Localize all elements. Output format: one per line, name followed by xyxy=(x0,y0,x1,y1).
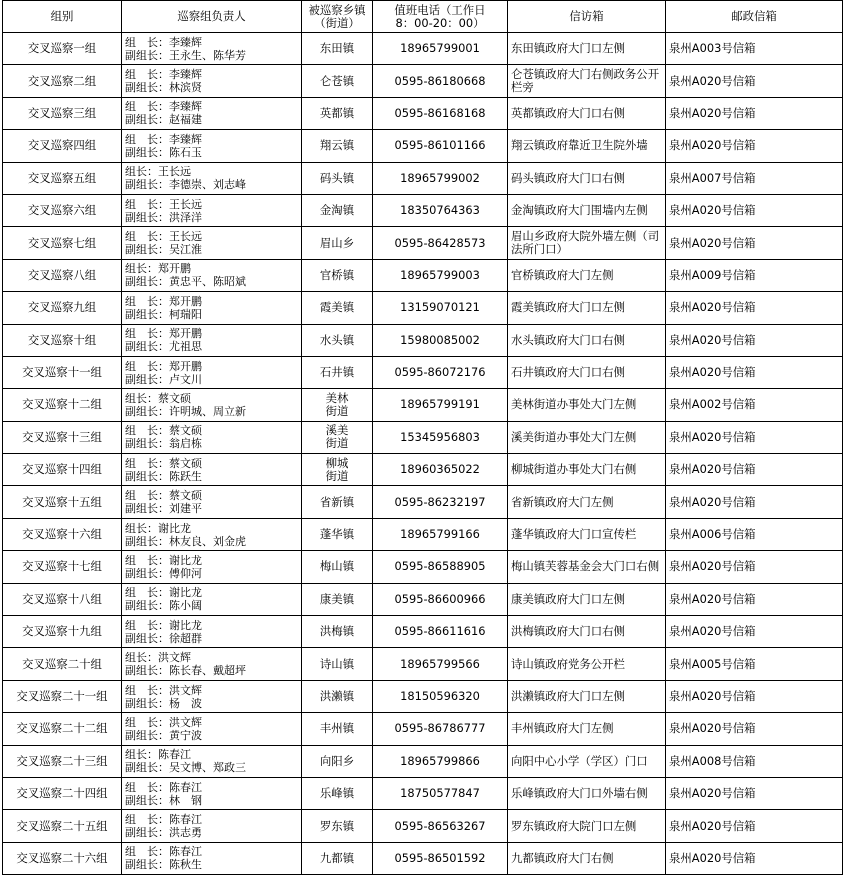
phone-cell: 18965799866 xyxy=(373,745,508,777)
group-cell: 交叉巡察八组 xyxy=(3,259,122,291)
mailbox-cell: 泉州A020号信箱 xyxy=(666,810,843,842)
phone-cell: 18750577847 xyxy=(373,777,508,809)
mailbox-cell: 泉州A020号信箱 xyxy=(666,130,843,162)
town-line: 英都镇 xyxy=(319,105,355,120)
leader-cell xyxy=(122,421,302,453)
group-cell: 交叉巡察二组 xyxy=(3,65,122,97)
town-line: 水头镇 xyxy=(319,332,355,347)
leader-line: 副组长：翁启栋 xyxy=(125,437,202,451)
leader-line: 组 长：蔡文硕 xyxy=(125,489,202,503)
leader-line: 副组长：洪泽洋 xyxy=(125,210,202,224)
office-cell: 柳城街道办事处大门右侧 xyxy=(508,454,666,486)
town-cell xyxy=(302,518,373,550)
leader-line: 组长：陈春江 xyxy=(125,748,191,762)
leader-cell xyxy=(122,130,302,162)
leader-cell xyxy=(122,616,302,648)
leader-line: 副组长：陈长春、戴超坪 xyxy=(125,664,246,678)
leader-cell xyxy=(122,842,302,874)
leader-line: 组 长：蔡文硕 xyxy=(125,456,202,470)
leader-cell xyxy=(122,389,302,421)
group-cell: 交叉巡察十六组 xyxy=(3,518,122,550)
group-cell: 交叉巡察十七组 xyxy=(3,551,122,583)
mailbox-cell: 泉州A020号信箱 xyxy=(666,356,843,388)
town-cell xyxy=(302,486,373,518)
town-line: 洪濑镇 xyxy=(319,689,355,703)
town-cell xyxy=(302,389,373,421)
office-cell: 东田镇政府大门口左侧 xyxy=(508,33,666,65)
leader-line: 副组长：杨 波 xyxy=(125,696,202,710)
town-cell xyxy=(302,648,373,680)
leader-cell xyxy=(122,65,302,97)
office-cell: 梅山镇芙蓉基金会大门口右侧 xyxy=(508,551,666,583)
group-cell: 交叉巡察十组 xyxy=(3,324,122,356)
town-line: 官桥镇 xyxy=(319,267,355,282)
town-line: 金淘镇 xyxy=(319,203,355,218)
table-row xyxy=(3,259,843,291)
table-row xyxy=(3,810,843,842)
office-cell: 丰州镇政府大门左侧 xyxy=(508,713,666,745)
leader-line: 副组长：陈小阔 xyxy=(125,599,202,613)
leader-cell xyxy=(122,583,302,615)
town-line: 九都镇 xyxy=(319,850,355,865)
mailbox-cell: 泉州A009号信箱 xyxy=(666,259,843,291)
phone-cell: 13159070121 xyxy=(373,292,508,324)
leader-line: 副组长：尤祖思 xyxy=(125,340,202,354)
town-cell xyxy=(302,777,373,809)
town-cell xyxy=(302,421,373,453)
header-mailbox: 邮政信箱 xyxy=(666,1,843,33)
mailbox-cell: 泉州A020号信箱 xyxy=(666,292,843,324)
leader-line: 副组长：陈跃生 xyxy=(125,469,202,483)
table-row xyxy=(3,421,843,453)
town-cell xyxy=(302,97,373,129)
office-cell: 省新镇政府大门左侧 xyxy=(508,486,666,518)
group-cell: 交叉巡察十五组 xyxy=(3,486,122,518)
leader-line: 副组长：林友良、刘金虎 xyxy=(125,534,246,548)
mailbox-cell: 泉州A020号信箱 xyxy=(666,583,843,615)
group-cell: 交叉巡察二十一组 xyxy=(3,680,122,712)
table-row xyxy=(3,454,843,486)
leader-line: 副组长：黄忠平、陈昭斌 xyxy=(125,275,246,289)
town-line: 街道 xyxy=(325,436,349,451)
town-line: 罗东镇 xyxy=(319,818,355,833)
phone-cell: 18150596320 xyxy=(373,680,508,712)
town-line: 向阳乡 xyxy=(319,753,355,768)
leader-cell xyxy=(122,259,302,291)
leader-line: 副组长：卢文川 xyxy=(125,372,202,386)
header-group: 组别 xyxy=(3,1,122,33)
office-cell: 码头镇政府大门口右侧 xyxy=(508,162,666,194)
group-cell: 交叉巡察二十三组 xyxy=(3,745,122,777)
town-line: 康美镇 xyxy=(319,591,355,606)
leader-cell xyxy=(122,648,302,680)
table-row xyxy=(3,551,843,583)
mailbox-cell: 泉州A020号信箱 xyxy=(666,194,843,226)
leader-cell xyxy=(122,713,302,745)
phone-cell: 18965799191 xyxy=(373,389,508,421)
town-cell xyxy=(302,551,373,583)
town-line: 街道 xyxy=(325,403,349,418)
leader-line: 副组长：赵福建 xyxy=(125,113,202,127)
header-office: 信访箱 xyxy=(508,1,666,33)
group-cell: 交叉巡察二十五组 xyxy=(3,810,122,842)
leader-cell xyxy=(122,97,302,129)
leader-line: 组 长：李臻辉 xyxy=(125,132,202,146)
leader-line: 组 长：郑开鹏 xyxy=(125,327,202,341)
group-cell: 交叉巡察十四组 xyxy=(3,454,122,486)
office-cell: 眉山乡政府大院外墙左侧（司法所门口） xyxy=(508,227,666,259)
mailbox-cell: 泉州A020号信箱 xyxy=(666,97,843,129)
town-cell xyxy=(302,616,373,648)
table-row xyxy=(3,162,843,194)
office-cell: 九都镇政府大门右侧 xyxy=(508,842,666,874)
leader-line: 副组长：洪志勇 xyxy=(125,826,202,840)
phone-cell: 0595-86168168 xyxy=(373,97,508,129)
leader-cell xyxy=(122,356,302,388)
group-cell: 交叉巡察十八组 xyxy=(3,583,122,615)
leader-line: 副组长：徐超群 xyxy=(125,631,202,645)
town-line: 省新镇 xyxy=(319,494,355,509)
leader-line: 副组长：吴文博、郑政三 xyxy=(125,761,246,775)
phone-cell: 18965799002 xyxy=(373,162,508,194)
town-line: 码头镇 xyxy=(319,170,355,185)
office-cell: 美林街道办事处大门左侧 xyxy=(508,389,666,421)
leader-line: 组长：洪文辉 xyxy=(125,651,191,665)
town-cell xyxy=(302,842,373,874)
mailbox-cell: 泉州A020号信箱 xyxy=(666,713,843,745)
leader-line: 副组长：吴江淮 xyxy=(125,243,202,257)
mailbox-cell: 泉州A020号信箱 xyxy=(666,680,843,712)
office-cell: 向阳中心小学（学区）门口 xyxy=(508,745,666,777)
town-line: 丰州镇 xyxy=(319,721,355,736)
town-cell xyxy=(302,583,373,615)
phone-cell: 18350764363 xyxy=(373,194,508,226)
leader-cell xyxy=(122,454,302,486)
phone-cell: 15345956803 xyxy=(373,421,508,453)
table-row xyxy=(3,194,843,226)
mailbox-cell: 泉州A020号信箱 xyxy=(666,324,843,356)
table-row xyxy=(3,486,843,518)
group-cell: 交叉巡察三组 xyxy=(3,97,122,129)
phone-cell: 18965799001 xyxy=(373,33,508,65)
office-cell: 霞美镇政府大门口左侧 xyxy=(508,292,666,324)
table-row xyxy=(3,842,843,874)
group-cell: 交叉巡察四组 xyxy=(3,130,122,162)
table-row xyxy=(3,356,843,388)
town-cell xyxy=(302,680,373,712)
mailbox-cell: 泉州A007号信箱 xyxy=(666,162,843,194)
town-line: 美林 xyxy=(325,390,349,405)
table-row xyxy=(3,583,843,615)
leader-cell xyxy=(122,324,302,356)
phone-cell: 0595-86786777 xyxy=(373,713,508,745)
leader-line: 组 长：王长远 xyxy=(125,230,202,244)
leader-line: 组 长：蔡文硕 xyxy=(125,424,202,438)
phone-cell: 0595-86072176 xyxy=(373,356,508,388)
leader-line: 副组长：刘建平 xyxy=(125,502,202,516)
phone-cell: 15980085002 xyxy=(373,324,508,356)
leader-line: 组 长：李臻辉 xyxy=(125,100,202,114)
town-line: 蓬华镇 xyxy=(319,527,355,542)
mailbox-cell: 泉州A020号信箱 xyxy=(666,421,843,453)
town-cell xyxy=(302,810,373,842)
leader-line: 副组长：柯瑞阳 xyxy=(125,307,202,321)
group-cell: 交叉巡察五组 xyxy=(3,162,122,194)
town-line: 翔云镇 xyxy=(319,138,355,153)
town-cell xyxy=(302,713,373,745)
town-cell xyxy=(302,227,373,259)
phone-cell: 0595-86600966 xyxy=(373,583,508,615)
town-line: 洪梅镇 xyxy=(319,624,355,639)
table-row xyxy=(3,324,843,356)
group-cell: 交叉巡察九组 xyxy=(3,292,122,324)
leader-line: 组 长：李臻辉 xyxy=(125,35,202,49)
mailbox-cell: 泉州A006号信箱 xyxy=(666,518,843,550)
header-town-line: （街道） xyxy=(314,15,360,30)
leader-cell xyxy=(122,518,302,550)
office-cell: 翔云镇政府靠近卫生院外墙 xyxy=(508,130,666,162)
leader-cell xyxy=(122,33,302,65)
town-cell xyxy=(302,356,373,388)
header-town-line: 被巡察乡镇 xyxy=(308,2,366,17)
office-cell: 溪美街道办事处大门左侧 xyxy=(508,421,666,453)
town-line: 柳城 xyxy=(325,455,349,470)
group-cell: 交叉巡察六组 xyxy=(3,194,122,226)
group-cell: 交叉巡察十九组 xyxy=(3,616,122,648)
town-line: 诗山镇 xyxy=(319,656,355,671)
table-row xyxy=(3,745,843,777)
phone-cell: 0595-86588905 xyxy=(373,551,508,583)
leader-line: 组 长：郑开鹏 xyxy=(125,359,202,373)
town-cell xyxy=(302,745,373,777)
leader-cell xyxy=(122,486,302,518)
town-cell xyxy=(302,194,373,226)
table-row xyxy=(3,616,843,648)
header-phone-line: 8：00-20：00） xyxy=(395,15,485,30)
town-cell xyxy=(302,454,373,486)
mailbox-cell: 泉州A008号信箱 xyxy=(666,745,843,777)
header-row xyxy=(3,1,843,33)
header-town xyxy=(302,1,373,33)
mailbox-cell: 泉州A020号信箱 xyxy=(666,486,843,518)
leader-cell xyxy=(122,680,302,712)
leader-line: 组 长：郑开鹏 xyxy=(125,294,202,308)
header-phone-line: 值班电话（工作日 xyxy=(394,2,486,17)
inspection-table xyxy=(2,0,843,875)
town-line: 石井镇 xyxy=(319,365,355,380)
leader-line: 组 长：谢比龙 xyxy=(125,553,202,567)
group-cell: 交叉巡察二十组 xyxy=(3,648,122,680)
office-cell: 水头镇政府大门口右侧 xyxy=(508,324,666,356)
office-cell: 蓬华镇政府大门口宣传栏 xyxy=(508,518,666,550)
mailbox-cell: 泉州A020号信箱 xyxy=(666,551,843,583)
phone-cell: 0595-86232197 xyxy=(373,486,508,518)
group-cell: 交叉巡察十二组 xyxy=(3,389,122,421)
leader-line: 副组长：王永生、陈华芳 xyxy=(125,48,246,62)
table-row xyxy=(3,648,843,680)
town-line: 街道 xyxy=(325,468,349,483)
leader-line: 组 长：谢比龙 xyxy=(125,586,202,600)
leader-line: 副组长：陈秋生 xyxy=(125,858,202,872)
leader-line: 组 长：李臻辉 xyxy=(125,68,202,82)
leader-cell xyxy=(122,551,302,583)
phone-cell: 18965799003 xyxy=(373,259,508,291)
mailbox-cell: 泉州A005号信箱 xyxy=(666,648,843,680)
office-cell: 洪濑镇政府大门口左侧 xyxy=(508,680,666,712)
town-cell xyxy=(302,33,373,65)
leader-line: 副组长：林滨贤 xyxy=(125,81,202,95)
leader-line: 组 长：谢比龙 xyxy=(125,618,202,632)
town-cell xyxy=(302,259,373,291)
town-cell xyxy=(302,162,373,194)
leader-cell xyxy=(122,162,302,194)
leader-line: 组 长：洪文辉 xyxy=(125,683,202,697)
phone-cell: 18965799566 xyxy=(373,648,508,680)
leader-line: 副组长：陈石玉 xyxy=(125,145,202,159)
table-row xyxy=(3,97,843,129)
mailbox-cell: 泉州A020号信箱 xyxy=(666,454,843,486)
town-line: 乐峰镇 xyxy=(319,786,355,801)
group-cell: 交叉巡察十一组 xyxy=(3,356,122,388)
leader-line: 组 长：陈春江 xyxy=(125,780,202,794)
mailbox-cell: 泉州A020号信箱 xyxy=(666,777,843,809)
phone-cell: 18965799166 xyxy=(373,518,508,550)
phone-cell: 0595-86101166 xyxy=(373,130,508,162)
table-row xyxy=(3,713,843,745)
town-cell xyxy=(302,130,373,162)
leader-cell xyxy=(122,810,302,842)
group-cell: 交叉巡察一组 xyxy=(3,33,122,65)
group-cell: 交叉巡察二十四组 xyxy=(3,777,122,809)
mailbox-cell: 泉州A002号信箱 xyxy=(666,389,843,421)
mailbox-cell: 泉州A020号信箱 xyxy=(666,842,843,874)
phone-cell: 0595-86180668 xyxy=(373,65,508,97)
office-cell: 官桥镇政府大门左侧 xyxy=(508,259,666,291)
leader-line: 组 长：洪文辉 xyxy=(125,715,202,729)
phone-cell: 0595-86563267 xyxy=(373,810,508,842)
leader-line: 组长：郑开鹏 xyxy=(125,262,191,276)
header-phone xyxy=(373,1,508,33)
group-cell: 交叉巡察七组 xyxy=(3,227,122,259)
phone-cell: 0595-86428573 xyxy=(373,227,508,259)
town-line: 溪美 xyxy=(325,423,349,438)
town-line: 仑苍镇 xyxy=(319,73,355,88)
office-cell: 仑苍镇政府大门右侧政务公开栏旁 xyxy=(508,65,666,97)
leader-line: 组长：谢比龙 xyxy=(125,521,191,535)
office-cell: 乐峰镇政府大门口外墙右侧 xyxy=(508,777,666,809)
leader-line: 副组长：傅仰河 xyxy=(125,566,202,580)
town-cell xyxy=(302,292,373,324)
town-line: 梅山镇 xyxy=(319,559,355,574)
table-row xyxy=(3,292,843,324)
leader-line: 副组长：林 钢 xyxy=(125,793,202,807)
leader-line: 副组长：李德崇、刘志峰 xyxy=(125,178,246,192)
table-row xyxy=(3,680,843,712)
office-cell: 石井镇政府大门口右侧 xyxy=(508,356,666,388)
group-cell: 交叉巡察十三组 xyxy=(3,421,122,453)
group-cell: 交叉巡察二十六组 xyxy=(3,842,122,874)
office-cell: 金淘镇政府大门围墙内左侧 xyxy=(508,194,666,226)
leader-line: 组 长：王长远 xyxy=(125,197,202,211)
town-line: 眉山乡 xyxy=(319,235,355,250)
office-cell: 康美镇政府大门口左侧 xyxy=(508,583,666,615)
leader-line: 组长：王长远 xyxy=(125,165,191,179)
table-row xyxy=(3,227,843,259)
phone-cell: 0595-86611616 xyxy=(373,616,508,648)
leader-line: 组长：蔡文硕 xyxy=(125,391,191,405)
table-row xyxy=(3,518,843,550)
leader-line: 副组长：黄宁波 xyxy=(125,728,202,742)
office-cell: 洪梅镇政府大门口右侧 xyxy=(508,616,666,648)
leader-cell xyxy=(122,292,302,324)
town-cell xyxy=(302,324,373,356)
town-cell xyxy=(302,65,373,97)
leader-line: 组 长：陈春江 xyxy=(125,813,202,827)
table-row xyxy=(3,777,843,809)
leader-cell xyxy=(122,194,302,226)
table-row xyxy=(3,389,843,421)
office-cell: 英都镇政府大门口右侧 xyxy=(508,97,666,129)
header-leader: 巡察组负责人 xyxy=(122,1,302,33)
group-cell: 交叉巡察二十二组 xyxy=(3,713,122,745)
town-line: 东田镇 xyxy=(319,41,355,56)
leader-line: 组 长：陈春江 xyxy=(125,845,202,859)
town-line: 霞美镇 xyxy=(319,300,355,315)
mailbox-cell: 泉州A003号信箱 xyxy=(666,33,843,65)
table-row xyxy=(3,33,843,65)
table-row xyxy=(3,130,843,162)
mailbox-cell: 泉州A020号信箱 xyxy=(666,65,843,97)
leader-cell xyxy=(122,745,302,777)
mailbox-cell: 泉州A020号信箱 xyxy=(666,227,843,259)
leader-cell xyxy=(122,777,302,809)
phone-cell: 18960365022 xyxy=(373,454,508,486)
phone-cell: 0595-86501592 xyxy=(373,842,508,874)
leader-line: 副组长：许明城、周立新 xyxy=(125,404,246,418)
office-cell: 诗山镇政府党务公开栏 xyxy=(508,648,666,680)
mailbox-cell: 泉州A020号信箱 xyxy=(666,616,843,648)
table-row xyxy=(3,65,843,97)
leader-cell xyxy=(122,227,302,259)
office-cell: 罗东镇政府大院门口左侧 xyxy=(508,810,666,842)
